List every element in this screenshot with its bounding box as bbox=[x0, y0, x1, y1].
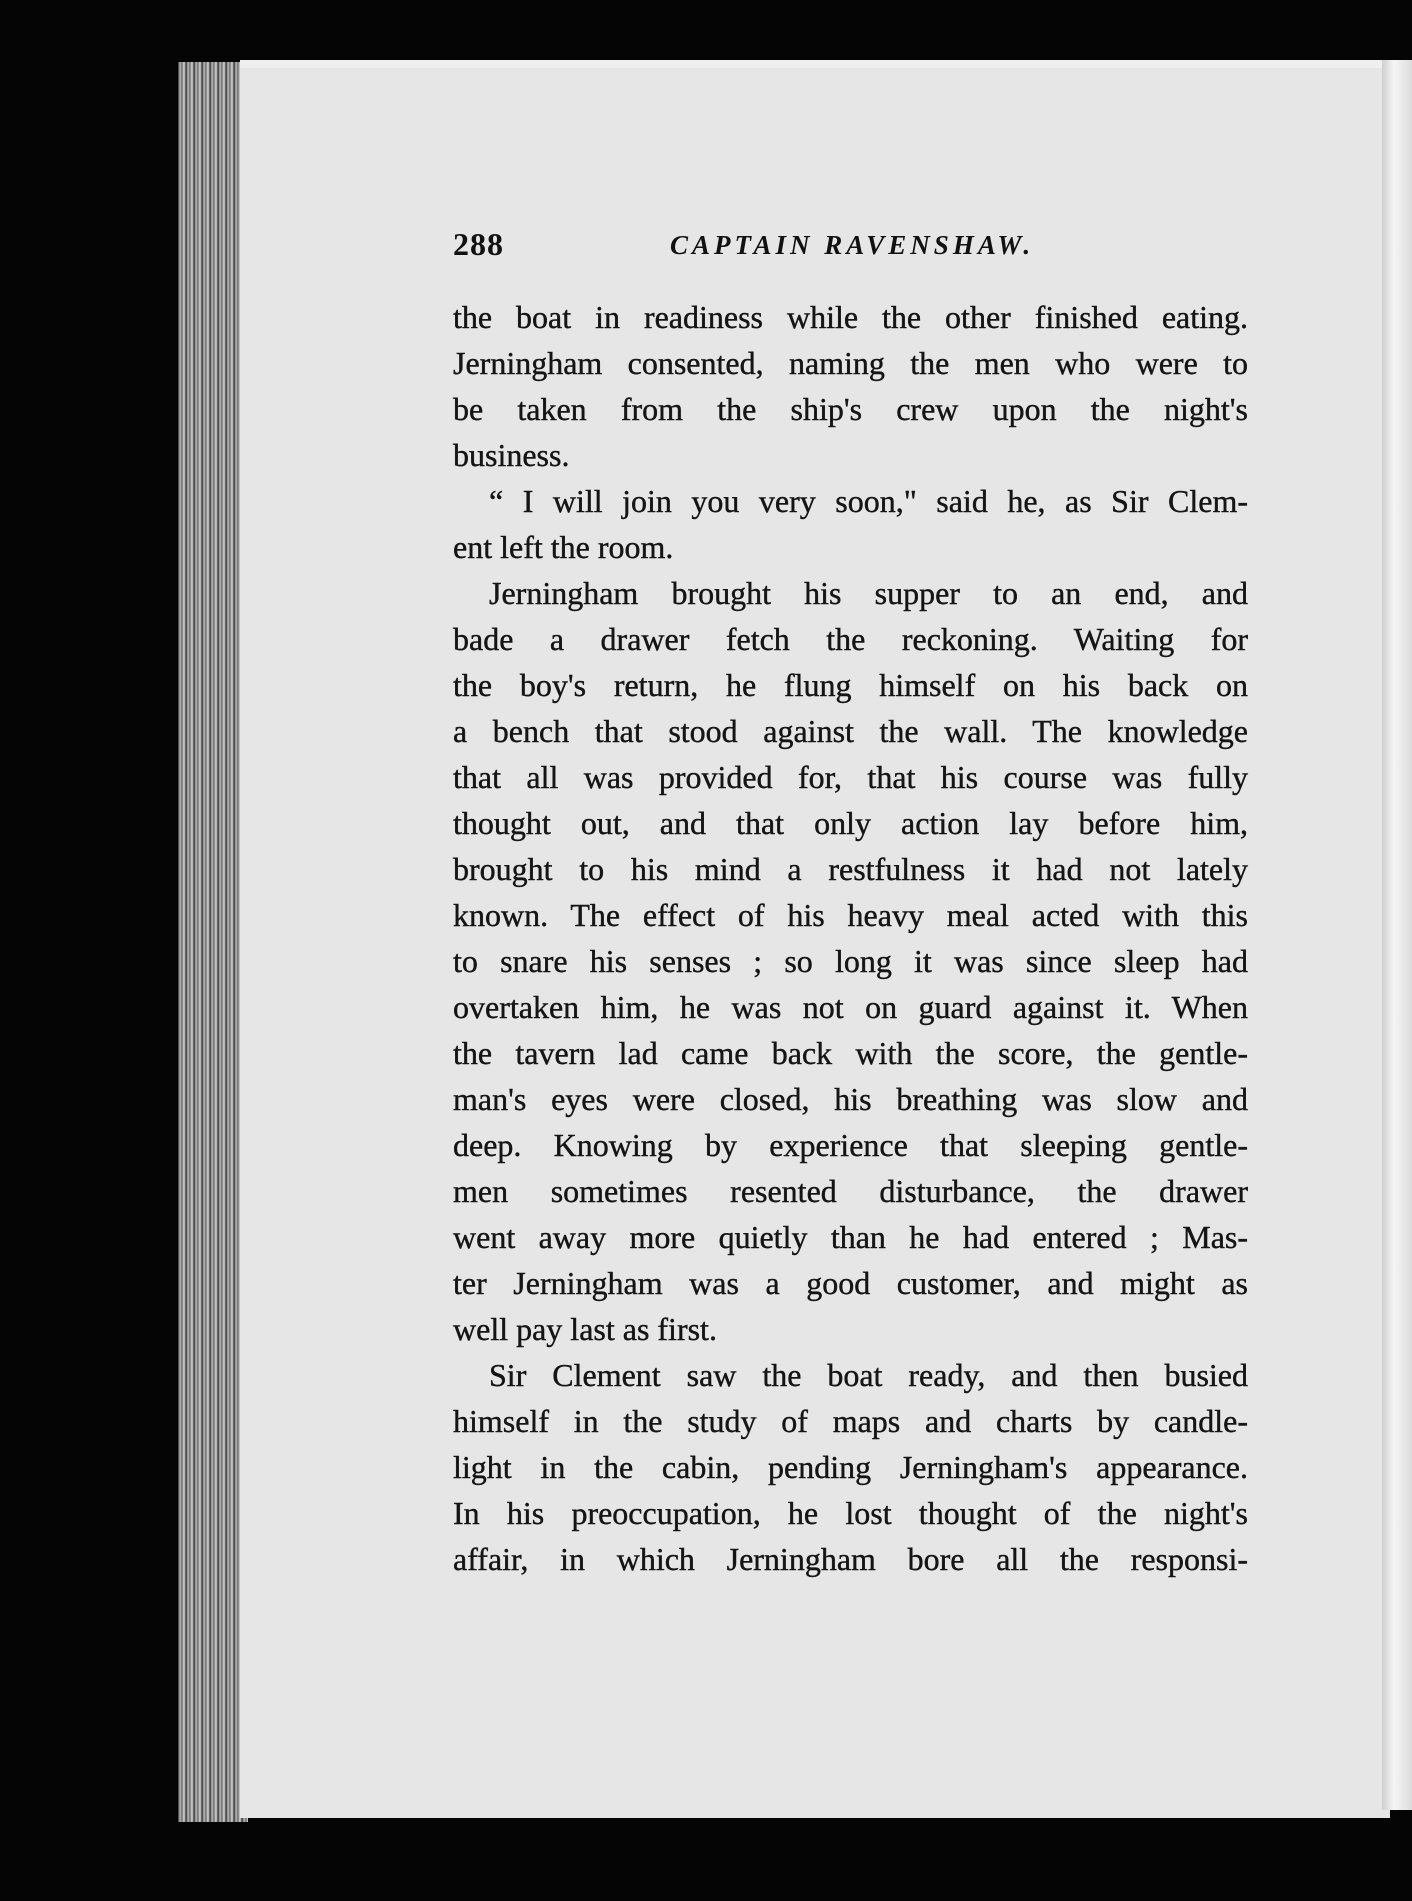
text-line: ent left the room. bbox=[453, 529, 674, 565]
book-spine bbox=[178, 62, 248, 1822]
text-line: bade a drawer fetch the reckoning. Waiting for bbox=[453, 621, 1248, 657]
text-line: went away more quietly than he had entered ; Mas- bbox=[453, 1219, 1248, 1255]
page-header bbox=[453, 226, 1248, 276]
running-title: CAPTAIN RAVENSHAW. bbox=[670, 230, 1035, 260]
body-text bbox=[453, 294, 1248, 1582]
page-right-edge bbox=[1382, 60, 1412, 1810]
text-line: Sir Clement saw the boat ready, and then busied bbox=[489, 1357, 1248, 1393]
text-line: the boat in readiness while the other finished eating. bbox=[453, 299, 1248, 335]
text-line: man's eyes were closed, his breathing was slow and bbox=[453, 1081, 1248, 1117]
text-line: to snare his senses ; so long it was since sleep had bbox=[453, 943, 1248, 979]
text-line: brought to his mind a restfulness it had not lately bbox=[453, 851, 1248, 887]
text-line: that all was provided for, that his course was fully bbox=[453, 759, 1248, 795]
page-number: 288 bbox=[453, 226, 504, 262]
text-line: men sometimes resented disturbance, the drawer bbox=[453, 1173, 1248, 1209]
text-line: Jerningham consented, naming the men who were to bbox=[453, 345, 1248, 381]
text-line: known. The effect of his heavy meal acted with this bbox=[453, 897, 1248, 933]
text-line: well pay last as first. bbox=[453, 1311, 717, 1347]
text-line: affair, in which Jerningham bore all the responsi- bbox=[453, 1541, 1248, 1577]
text-line: ter Jerningham was a good customer, and might as bbox=[453, 1265, 1248, 1301]
text-line: be taken from the ship's crew upon the night's bbox=[453, 391, 1248, 427]
text-line: light in the cabin, pending Jerningham's appearance. bbox=[453, 1449, 1248, 1485]
text-line: a bench that stood against the wall. The knowledge bbox=[453, 713, 1248, 749]
text-line: thought out, and that only action lay before him, bbox=[453, 805, 1248, 841]
text-line: overtaken him, he was not on guard against it. When bbox=[453, 989, 1248, 1025]
text-line: In his preoccupation, he lost thought of the night's bbox=[453, 1495, 1248, 1531]
text-line: deep. Knowing by experience that sleeping gentle- bbox=[453, 1127, 1248, 1163]
text-line: the boy's return, he flung himself on his back on bbox=[453, 667, 1248, 703]
text-line: himself in the study of maps and charts by candle- bbox=[453, 1403, 1248, 1439]
text-line: business. bbox=[453, 437, 570, 473]
text-line: Jerningham brought his supper to an end, and bbox=[489, 575, 1248, 611]
text-line: the tavern lad came back with the score, the gentle- bbox=[453, 1035, 1248, 1071]
text-line: “ I will join you very soon," said he, as Sir Clem- bbox=[489, 483, 1248, 519]
